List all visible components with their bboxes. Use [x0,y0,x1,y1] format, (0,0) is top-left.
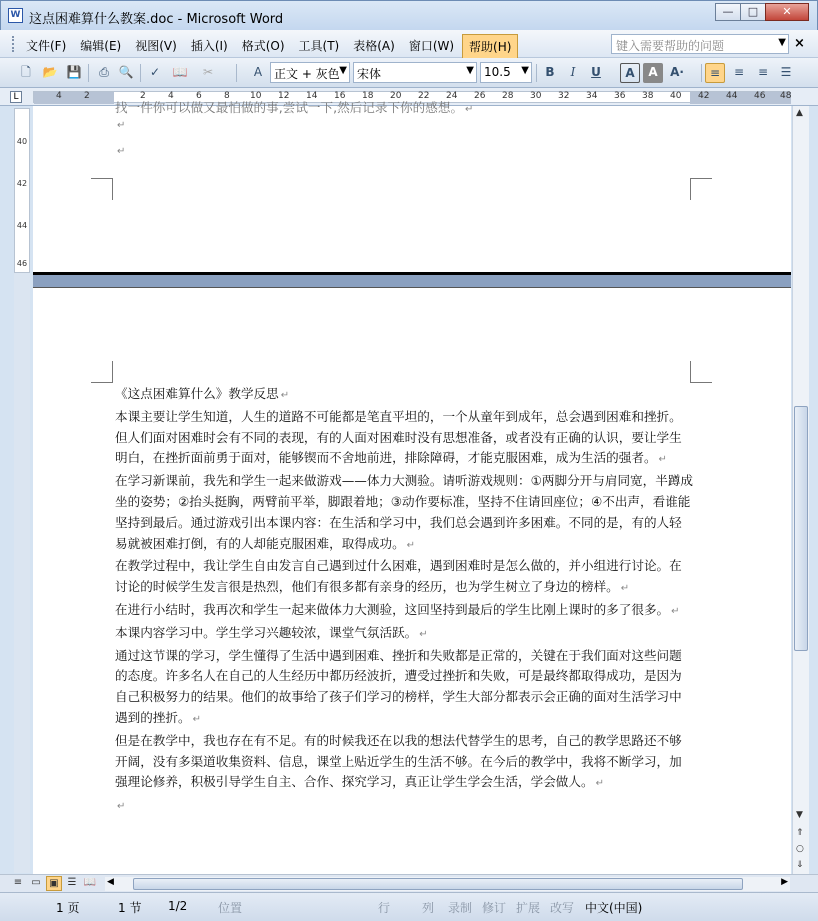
ruler-number: 46 [754,91,766,101]
status-page: 1 页 [56,901,80,915]
window-controls [716,3,809,21]
horizontal-scroll-thumb[interactable] [133,878,743,890]
ruler-number: 36 [614,91,626,101]
maximize-button[interactable]: □ [740,3,766,21]
ruler-number: 4 [168,91,174,101]
ruler-number: 22 [418,91,430,101]
menu-format[interactable]: 格式(O) [241,39,285,53]
ruler-number: 28 [502,91,514,101]
align-center-icon[interactable]: ≡ [733,65,745,79]
menu-insert[interactable]: 插入(I) [190,39,228,53]
italic-icon[interactable]: I [570,65,576,79]
tab-selector[interactable]: L [10,91,22,103]
menu-tools[interactable]: 工具(T) [298,39,340,53]
highlight-icon[interactable]: A· [670,65,684,79]
font-color-icon[interactable]: A [620,63,640,83]
paragraph: 在教学过程中，我让学生自由发言自己遇到过什么困难，遇到困难时是怎么做的，并小组进行讨论。在讨论的时候学生发言很是热烈，他们有很多都有亲身的经历，也为学生树立了身边的榜样。 ↵ [115,558,682,595]
vruler-number: 44 [16,221,28,230]
menu-table[interactable]: 表格(A) [353,39,395,53]
vruler-number: 42 [16,179,28,188]
ruler-number: 26 [474,91,486,101]
normal-view-icon[interactable]: ≡ [13,877,23,888]
align-left-icon[interactable]: ≡ [705,63,725,83]
vruler-number: 40 [16,137,28,146]
ruler-number: 40 [670,91,682,101]
ruler-number: 18 [362,91,374,101]
spelling-icon[interactable]: ✓ [149,65,161,79]
close-button[interactable]: ✕ [765,3,809,21]
menu-help[interactable]: 帮助(H) [462,34,518,59]
bold-icon[interactable]: B [545,65,555,79]
status-section: 1 节 [118,901,142,915]
reading-layout-icon[interactable]: 📖 [83,877,97,888]
ruler-number: 6 [196,91,202,101]
word-app-icon[interactable]: W [8,8,23,23]
ruler-number: 14 [306,91,318,101]
ruler-number: 20 [390,91,402,101]
ruler-number: 42 [698,91,710,101]
ruler-number: 38 [642,91,654,101]
paragraph-mark: ↵ [117,120,126,131]
menu-view[interactable]: 视图(V) [135,39,177,53]
style-select-value: 正文 + 灰色 [274,67,340,81]
help-search-input[interactable] [611,34,789,54]
document-canvas[interactable] [33,100,791,874]
ruler-number: 4 [56,91,62,101]
font-select-value: 宋体 [357,67,382,81]
scroll-right-icon[interactable]: ▶ [781,877,788,887]
horizontal-scroll-row [0,874,818,892]
paragraph-mark: ↵ [117,801,126,813]
next-page-icon[interactable]: ⇓ [796,860,804,870]
paragraph: 本课主要让学生知道，人生的道路不可能都是笔直平坦的，一个从童年到成年，总会遇到困难和挫折。但人们面对困难时会有不同的表现，有的人面对困难时没有思想准备，或者没有正确的认识，要让学生明白，在挫折面前勇于面对，能够锲而不舍地前进，排除障碍，才能克服困难，成为生活的强者。 ↵ [115,408,682,466]
ruler-number: 2 [84,91,90,101]
paragraph: 在进行小结时，我再次和学生一起来做体力大测验，这回坚持到最后的学生比刚上课时的多了很多。 ↵ [115,601,680,617]
font-size-select[interactable] [480,62,532,83]
font-select[interactable] [353,62,477,83]
horizontal-scrollbar[interactable] [105,877,790,891]
page1-corner-mark [91,178,113,200]
page1-corner-mark [690,178,712,200]
research-icon[interactable]: 📖 [172,65,188,79]
menu-bar [0,30,818,58]
align-right-icon[interactable]: ≡ [757,65,769,79]
outline-view-icon[interactable]: ☰ [67,877,77,888]
vertical-scrollbar[interactable] [792,106,809,874]
menu-edit[interactable]: 编辑(E) [80,39,122,53]
justify-icon[interactable]: ☰ [780,65,792,79]
vruler-number: 46 [16,259,28,268]
ruler-number: 16 [334,91,346,101]
status-bar [0,892,818,921]
formatting-toolbar [0,58,818,88]
chevron-down-icon[interactable]: ▼ [521,65,529,76]
paragraph-mark: ↵ [117,146,126,157]
minimize-button[interactable]: — [715,3,741,21]
vertical-ruler-margin [14,273,30,873]
save-icon[interactable]: 💾 [66,65,82,79]
font-size-value: 10.5 [484,65,511,79]
status-line: 行 [378,901,391,915]
style-select[interactable] [270,62,350,83]
close-document-button[interactable]: × [794,36,805,51]
vertical-ruler[interactable] [14,108,30,273]
ruler-number: 8 [224,91,230,101]
status-position: 位置 [218,901,243,915]
help-search-placeholder: 键入需要帮助的问题 [616,39,725,53]
paragraph: 在学习新课前，我先和学生一起来做游戏——体力大测验。请听游戏规则：①两脚分开与肩同宽，半蹲成坐的姿势；②抬头挺胸，两臂前平举，脚跟着地；③动作要标准，坚持不住请回座位；④不出声，看谁能坚持到最后。通过游戏引出本课内容：在生活和学习中，我们总会遇到许多困难。不同的是，有的人轻易就被困难打倒，有的人却能克服困难，取得成功。 ↵ [115,473,694,551]
ruler-number: 24 [446,91,458,101]
cut-icon[interactable]: ✂ [202,65,214,79]
styles-icon[interactable]: A [253,65,263,79]
status-record[interactable]: 录制 [448,901,473,915]
status-overwrite[interactable]: 改写 [550,901,575,915]
ruler-number: 12 [278,91,290,101]
print-icon[interactable]: ⎙ [99,65,109,79]
ruler-number: 32 [558,91,570,101]
paragraph: 通过这节课的学习，学生懂得了生活中遇到困难、挫折和失败都是正常的，关键在于我们面对这些问题的态度。许多名人在自己的人生经历中都历经波折，遭受过挫折和失败，可是最终都取得成功，是因为自己积极努力的结果。他们的故事给了孩子们学习的榜样，学生大部分都表示会正确的面对生活学习中遇到的挫折。 ↵ [115,647,682,725]
status-revise[interactable]: 修订 [482,901,507,915]
window-title: 这点困难算什么教案.doc - Microsoft Word [29,12,284,27]
vertical-scroll-thumb[interactable] [794,406,808,651]
paragraph: 但是在教学中，我也存在有不足。有的时候我还在以我的想法代替学生的思考，自己的教学思路还不够开阔，没有多渠道收集资料、信息，课堂上贴近学生的生活不够。在今后的教学中，我将不断学习，加强理论修养，积极引导学生自主、合作、探究学习，真正让学生学会生活，学会做人。 ↵ [115,732,682,790]
menu-file[interactable]: 文件(F) [26,39,67,53]
previous-page-icon[interactable]: ⇑ [796,828,804,838]
page1-partial-line: 找一件你可以做又最怕做的事,尝试一下,然后记录下你的感想。 ↵ [115,100,474,115]
menubar-grip[interactable] [12,36,15,52]
page2-corner-mark [91,361,113,383]
page2-corner-mark [690,361,712,383]
scroll-up-icon[interactable]: ▲ [796,108,803,118]
document-body[interactable] [115,384,693,818]
chevron-down-icon[interactable]: ▼ [466,65,474,76]
document-title-line: 《这点困难算什么》教学反思 ↵ [115,386,290,401]
new-document-icon[interactable]: 🗋 [21,65,31,79]
print-layout-icon[interactable]: ▣ [46,876,62,891]
ruler-number: 2 [140,91,146,101]
character-shading-icon[interactable]: A [643,63,663,83]
scroll-down-icon[interactable]: ▼ [796,810,803,820]
underline-icon[interactable]: U [591,65,601,79]
status-language[interactable]: 中文(中国) [585,901,643,915]
ruler-number: 10 [250,91,262,101]
status-page-of: 1/2 [168,899,188,913]
ruler-number: 30 [530,91,542,101]
paragraph: 本课内容学习中。学生学习兴趣较浓，课堂气氛活跃。 ↵ [115,624,428,640]
status-column: 列 [422,901,435,915]
ruler-number: 48 [780,91,792,101]
chevron-down-icon[interactable]: ▼ [339,65,347,76]
open-folder-icon[interactable]: 📂 [42,65,58,79]
print-preview-icon[interactable]: 🔍 [118,65,134,79]
chevron-down-icon[interactable]: ▼ [778,37,786,48]
ruler-number: 44 [726,91,738,101]
status-extend[interactable]: 扩展 [516,901,541,915]
scroll-left-icon[interactable]: ◀ [107,877,114,887]
title-bar [0,0,818,30]
ruler-number: 34 [586,91,598,101]
menu-window[interactable]: 窗口(W) [408,39,455,53]
view-buttons [10,876,100,891]
page-break-gap [33,272,791,288]
browse-object-icon[interactable]: ○ [796,844,804,854]
web-layout-icon[interactable]: ▭ [31,877,41,888]
